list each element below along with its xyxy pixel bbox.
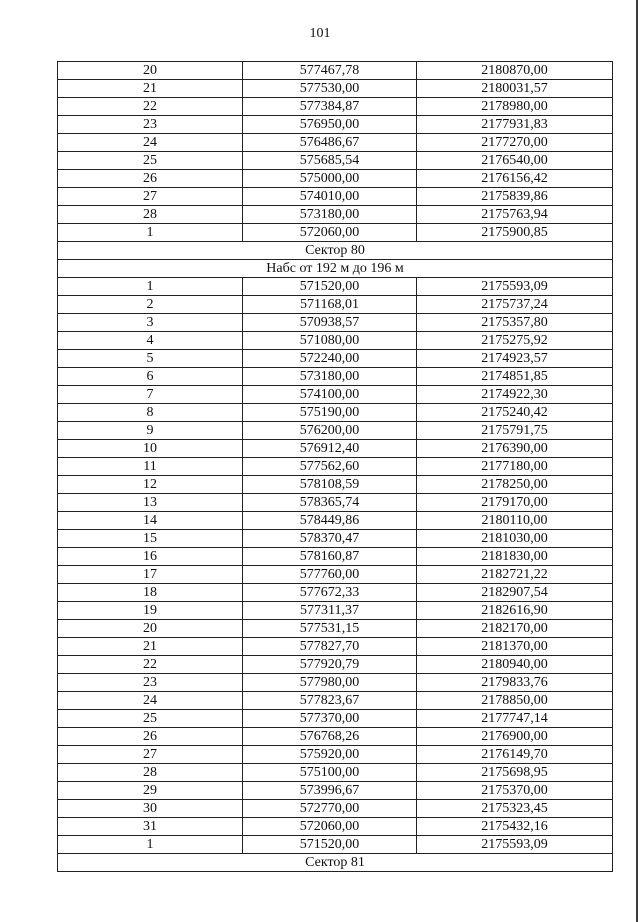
- table-row: [58, 746, 613, 764]
- point-number-cell: 7: [58, 386, 243, 404]
- y-coordinate-cell: 2175763,94: [417, 206, 613, 224]
- x-coordinate-cell: 572060,00: [243, 224, 417, 242]
- table-row: [58, 548, 613, 566]
- x-coordinate-cell: 571080,00: [243, 332, 417, 350]
- x-coordinate-cell: 571520,00: [243, 836, 417, 854]
- table-row: [58, 620, 613, 638]
- y-coordinate-cell: 2180110,00: [417, 512, 613, 530]
- y-coordinate-cell: 2177180,00: [417, 458, 613, 476]
- point-number-cell: 17: [58, 566, 243, 584]
- y-coordinate-cell: 2182907,54: [417, 584, 613, 602]
- point-number-cell: 1: [58, 224, 243, 242]
- scan-edge-line: [636, 0, 638, 922]
- y-coordinate-cell: 2175370,00: [417, 782, 613, 800]
- point-number-cell: 24: [58, 692, 243, 710]
- y-coordinate-cell: 2174923,57: [417, 350, 613, 368]
- section-heading: Сектор 81: [58, 854, 613, 872]
- x-coordinate-cell: 575000,00: [243, 170, 417, 188]
- point-number-cell: 31: [58, 818, 243, 836]
- x-coordinate-cell: 575920,00: [243, 746, 417, 764]
- table-row: [58, 602, 613, 620]
- section-row: [58, 854, 613, 872]
- table-row: [58, 728, 613, 746]
- y-coordinate-cell: 2181830,00: [417, 548, 613, 566]
- point-number-cell: 19: [58, 602, 243, 620]
- y-coordinate-cell: 2175240,42: [417, 404, 613, 422]
- table-row: [58, 386, 613, 404]
- point-number-cell: 29: [58, 782, 243, 800]
- y-coordinate-cell: 2176156,42: [417, 170, 613, 188]
- x-coordinate-cell: 577531,15: [243, 620, 417, 638]
- point-number-cell: 23: [58, 674, 243, 692]
- x-coordinate-cell: 577467,78: [243, 62, 417, 80]
- x-coordinate-cell: 575190,00: [243, 404, 417, 422]
- x-coordinate-cell: 576200,00: [243, 422, 417, 440]
- section-row: [58, 242, 613, 260]
- table-row: [58, 404, 613, 422]
- point-number-cell: 27: [58, 746, 243, 764]
- x-coordinate-cell: 576768,26: [243, 728, 417, 746]
- table-row: [58, 584, 613, 602]
- point-number-cell: 6: [58, 368, 243, 386]
- table-row: [58, 188, 613, 206]
- x-coordinate-cell: 570938,57: [243, 314, 417, 332]
- x-coordinate-cell: 577823,67: [243, 692, 417, 710]
- y-coordinate-cell: 2177270,00: [417, 134, 613, 152]
- x-coordinate-cell: 572240,00: [243, 350, 417, 368]
- table-row: [58, 350, 613, 368]
- table-row: [58, 116, 613, 134]
- x-coordinate-cell: 578449,86: [243, 512, 417, 530]
- point-number-cell: 28: [58, 206, 243, 224]
- x-coordinate-cell: 574100,00: [243, 386, 417, 404]
- point-number-cell: 24: [58, 134, 243, 152]
- table-row: [58, 278, 613, 296]
- y-coordinate-cell: 2180031,57: [417, 80, 613, 98]
- point-number-cell: 4: [58, 332, 243, 350]
- point-number-cell: 21: [58, 638, 243, 656]
- x-coordinate-cell: 571520,00: [243, 278, 417, 296]
- table-row: [58, 98, 613, 116]
- y-coordinate-cell: 2182616,90: [417, 602, 613, 620]
- y-coordinate-cell: 2179170,00: [417, 494, 613, 512]
- table-row: [58, 458, 613, 476]
- x-coordinate-cell: 571168,01: [243, 296, 417, 314]
- y-coordinate-cell: 2180940,00: [417, 656, 613, 674]
- x-coordinate-cell: 572770,00: [243, 800, 417, 818]
- y-coordinate-cell: 2175698,95: [417, 764, 613, 782]
- y-coordinate-cell: 2176390,00: [417, 440, 613, 458]
- table-row: [58, 224, 613, 242]
- y-coordinate-cell: 2176900,00: [417, 728, 613, 746]
- point-number-cell: 25: [58, 152, 243, 170]
- point-number-cell: 20: [58, 62, 243, 80]
- point-number-cell: 12: [58, 476, 243, 494]
- x-coordinate-cell: 578108,59: [243, 476, 417, 494]
- table-row: [58, 476, 613, 494]
- table-row: [58, 170, 613, 188]
- x-coordinate-cell: 575100,00: [243, 764, 417, 782]
- table-row: [58, 368, 613, 386]
- y-coordinate-cell: 2175593,09: [417, 836, 613, 854]
- x-coordinate-cell: 575685,54: [243, 152, 417, 170]
- table-row: [58, 440, 613, 458]
- table-row: [58, 782, 613, 800]
- table-row: [58, 656, 613, 674]
- x-coordinate-cell: 577920,79: [243, 656, 417, 674]
- point-number-cell: 23: [58, 116, 243, 134]
- point-number-cell: 28: [58, 764, 243, 782]
- y-coordinate-cell: 2175323,45: [417, 800, 613, 818]
- point-number-cell: 13: [58, 494, 243, 512]
- table-row: [58, 674, 613, 692]
- table-row: [58, 80, 613, 98]
- point-number-cell: 22: [58, 98, 243, 116]
- table-row: [58, 314, 613, 332]
- y-coordinate-cell: 2176540,00: [417, 152, 613, 170]
- table-row: [58, 296, 613, 314]
- x-coordinate-cell: 578160,87: [243, 548, 417, 566]
- x-coordinate-cell: 576486,67: [243, 134, 417, 152]
- y-coordinate-cell: 2175791,75: [417, 422, 613, 440]
- point-number-cell: 1: [58, 278, 243, 296]
- point-number-cell: 2: [58, 296, 243, 314]
- y-coordinate-cell: 2174922,30: [417, 386, 613, 404]
- point-number-cell: 25: [58, 710, 243, 728]
- point-number-cell: 16: [58, 548, 243, 566]
- point-number-cell: 21: [58, 80, 243, 98]
- x-coordinate-cell: 577530,00: [243, 80, 417, 98]
- point-number-cell: 14: [58, 512, 243, 530]
- y-coordinate-cell: 2175900,85: [417, 224, 613, 242]
- section-row: [58, 260, 613, 278]
- x-coordinate-cell: 576950,00: [243, 116, 417, 134]
- x-coordinate-cell: 577760,00: [243, 566, 417, 584]
- table-row: [58, 566, 613, 584]
- x-coordinate-cell: 577370,00: [243, 710, 417, 728]
- y-coordinate-cell: 2181370,00: [417, 638, 613, 656]
- y-coordinate-cell: 2177931,83: [417, 116, 613, 134]
- coordinates-table: [57, 61, 613, 872]
- point-number-cell: 10: [58, 440, 243, 458]
- y-coordinate-cell: 2181030,00: [417, 530, 613, 548]
- point-number-cell: 1: [58, 836, 243, 854]
- y-coordinate-cell: 2178250,00: [417, 476, 613, 494]
- y-coordinate-cell: 2175737,24: [417, 296, 613, 314]
- y-coordinate-cell: 2177747,14: [417, 710, 613, 728]
- point-number-cell: 15: [58, 530, 243, 548]
- point-number-cell: 30: [58, 800, 243, 818]
- table-row: [58, 494, 613, 512]
- table-row: [58, 134, 613, 152]
- x-coordinate-cell: 573180,00: [243, 368, 417, 386]
- point-number-cell: 9: [58, 422, 243, 440]
- x-coordinate-cell: 573180,00: [243, 206, 417, 224]
- table-row: [58, 530, 613, 548]
- y-coordinate-cell: 2182721,22: [417, 566, 613, 584]
- section-heading: Набс от 192 м до 196 м: [58, 260, 613, 278]
- point-number-cell: 3: [58, 314, 243, 332]
- y-coordinate-cell: 2176149,70: [417, 746, 613, 764]
- x-coordinate-cell: 577384,87: [243, 98, 417, 116]
- table-row: [58, 62, 613, 80]
- point-number-cell: 11: [58, 458, 243, 476]
- point-number-cell: 5: [58, 350, 243, 368]
- point-number-cell: 20: [58, 620, 243, 638]
- y-coordinate-cell: 2175357,80: [417, 314, 613, 332]
- table-row: [58, 152, 613, 170]
- table-row: [58, 512, 613, 530]
- y-coordinate-cell: 2175432,16: [417, 818, 613, 836]
- y-coordinate-cell: 2175593,09: [417, 278, 613, 296]
- x-coordinate-cell: 577980,00: [243, 674, 417, 692]
- x-coordinate-cell: 577672,33: [243, 584, 417, 602]
- table-row: [58, 800, 613, 818]
- y-coordinate-cell: 2178850,00: [417, 692, 613, 710]
- table-row: [58, 422, 613, 440]
- x-coordinate-cell: 574010,00: [243, 188, 417, 206]
- table-row: [58, 818, 613, 836]
- y-coordinate-cell: 2182170,00: [417, 620, 613, 638]
- x-coordinate-cell: 577827,70: [243, 638, 417, 656]
- table-row: [58, 332, 613, 350]
- x-coordinate-cell: 572060,00: [243, 818, 417, 836]
- x-coordinate-cell: 578365,74: [243, 494, 417, 512]
- section-heading: Сектор 80: [58, 242, 613, 260]
- point-number-cell: 26: [58, 170, 243, 188]
- table-row: [58, 638, 613, 656]
- point-number-cell: 8: [58, 404, 243, 422]
- table-row: [58, 692, 613, 710]
- table-row: [58, 836, 613, 854]
- coordinates-table-body: [58, 62, 613, 872]
- table-row: [58, 206, 613, 224]
- point-number-cell: 18: [58, 584, 243, 602]
- page-number: 101: [309, 26, 331, 41]
- y-coordinate-cell: 2180870,00: [417, 62, 613, 80]
- table-row: [58, 710, 613, 728]
- y-coordinate-cell: 2175275,92: [417, 332, 613, 350]
- point-number-cell: 22: [58, 656, 243, 674]
- y-coordinate-cell: 2179833,76: [417, 674, 613, 692]
- x-coordinate-cell: 576912,40: [243, 440, 417, 458]
- y-coordinate-cell: 2178980,00: [417, 98, 613, 116]
- table-row: [58, 764, 613, 782]
- y-coordinate-cell: 2174851,85: [417, 368, 613, 386]
- point-number-cell: 27: [58, 188, 243, 206]
- y-coordinate-cell: 2175839,86: [417, 188, 613, 206]
- point-number-cell: 26: [58, 728, 243, 746]
- x-coordinate-cell: 577311,37: [243, 602, 417, 620]
- x-coordinate-cell: 573996,67: [243, 782, 417, 800]
- x-coordinate-cell: 578370,47: [243, 530, 417, 548]
- x-coordinate-cell: 577562,60: [243, 458, 417, 476]
